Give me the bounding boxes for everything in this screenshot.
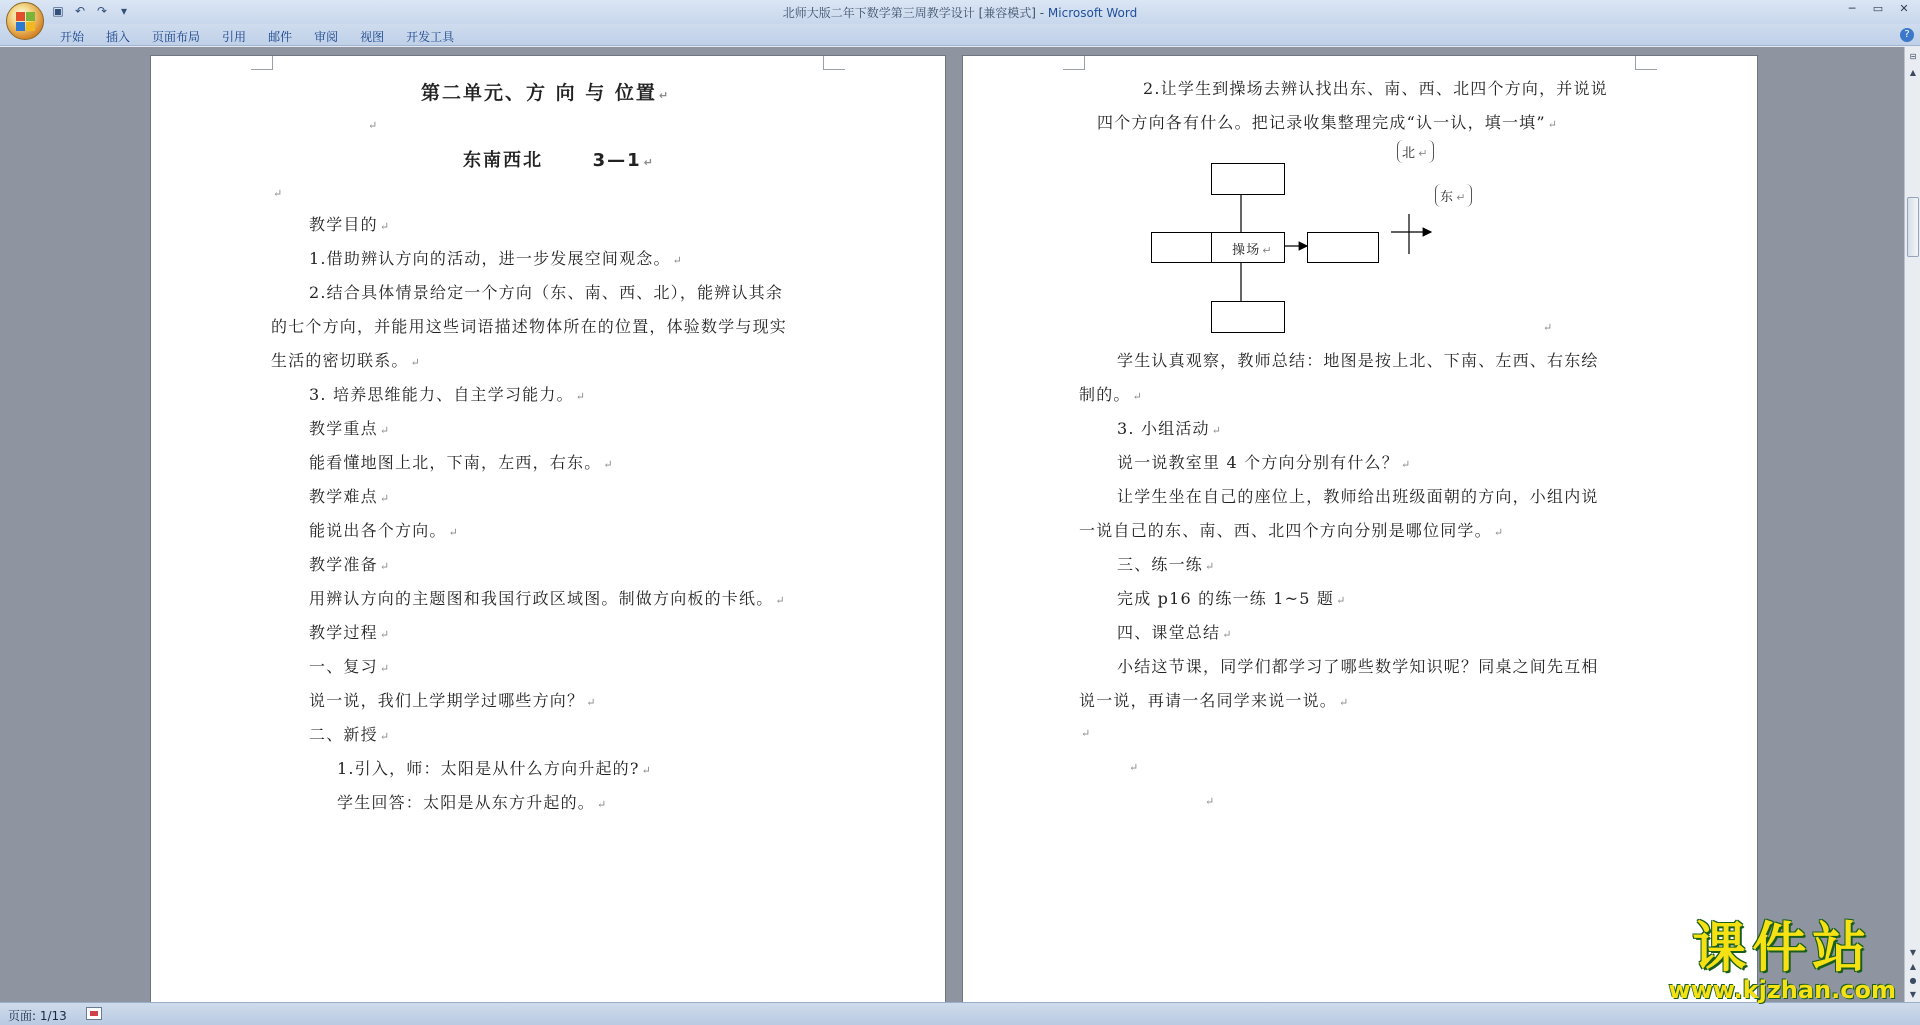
app-name: Microsoft Word [1047, 6, 1138, 20]
playground-label: 操场 ↵ [1232, 243, 1273, 258]
tab-references[interactable]: 引用 [222, 30, 247, 44]
tab-mailings[interactable]: 邮件 [268, 30, 293, 44]
crop-mark [823, 56, 845, 70]
title-bar [0, 0, 1920, 24]
page-indicator[interactable]: 页面: 1/13 [8, 1009, 67, 1023]
browse-object-icon[interactable]: ● [1909, 976, 1917, 985]
ribbon-tabs-bar [0, 24, 1920, 46]
window-title [0, 4, 1920, 21]
paragraph: 能说出各个方向。 ↵ [309, 521, 460, 540]
watermark-logo [1668, 916, 1896, 1004]
document-title: 北师大版二年下数学第三周教学设计 [兼容模式] - [782, 6, 1048, 20]
empty-paragraph: ↵ [1543, 321, 1554, 334]
office-logo-icon [16, 12, 36, 32]
crop-mark [1063, 56, 1085, 70]
maximize-icon[interactable]: ▭ [1872, 2, 1884, 15]
tab-home[interactable]: 开始 [60, 30, 85, 44]
empty-paragraph: ↵ [273, 187, 284, 200]
scroll-down-icon[interactable]: ▼ [1909, 948, 1917, 957]
paragraph: 四、课堂总结 ↵ [1117, 623, 1233, 642]
paragraph: 学生认真观察，教师总结：地图是按上北、下南、左西、右东绘 [1117, 351, 1599, 370]
paragraph: 1.借助辨认方向的活动，进一步发展空间观念。 ↵ [309, 249, 684, 268]
document-workspace [0, 47, 1904, 1002]
paragraph: 的七个方向，并能用这些词语描述物体所在的位置，体验数学与现实 [271, 317, 788, 336]
ribbon-tabs [60, 28, 476, 45]
tab-developer[interactable]: 开发工具 [406, 30, 455, 44]
proofing-icon[interactable] [86, 1007, 102, 1020]
paragraph: 教学难点 ↵ [309, 487, 391, 506]
empty-paragraph: ↵ [1129, 761, 1140, 774]
redo-icon[interactable]: ↷ [96, 4, 108, 18]
document-page-right[interactable] [962, 55, 1758, 1002]
lesson-subtitle: 东南西北 3—1 ↵ [463, 150, 655, 171]
minimize-icon[interactable]: ─ [1848, 2, 1856, 15]
paragraph: 3. 小组活动 ↵ [1117, 419, 1223, 438]
paragraph: 教学过程 ↵ [309, 623, 391, 642]
tab-view[interactable]: 视图 [360, 30, 385, 44]
ruler-toggle-icon[interactable]: ⊟ [1909, 52, 1917, 61]
paragraph: 说一说，再请一名同学来说一说。 ↵ [1079, 691, 1350, 710]
paragraph: 四个方向各有什么。把记录收集整理完成“认一认，填一填” ↵ [1097, 113, 1559, 132]
next-page-icon[interactable]: ▼ [1909, 990, 1917, 999]
document-page-left[interactable] [150, 55, 946, 1002]
paragraph: 能看懂地图上北，下南，左西，右东。 ↵ [309, 453, 614, 472]
help-icon[interactable]: ? [1900, 28, 1914, 42]
paragraph: 用辨认方向的主题图和我国行政区域图。制做方向板的卡纸。 ↵ [309, 589, 786, 608]
watermark-text: 课件站 [1692, 916, 1873, 979]
window-controls [1840, 2, 1916, 18]
empty-paragraph: ↵ [1205, 795, 1216, 808]
status-bar [0, 1002, 1920, 1025]
paragraph: 生活的密切联系。 ↵ [271, 351, 422, 370]
paragraph: 学生回答：太阳是从东方升起的。 ↵ [337, 793, 608, 812]
scroll-up-icon[interactable]: ▲ [1909, 68, 1917, 77]
watermark-url: www.kjzhan.com [1668, 976, 1896, 1004]
crop-mark [251, 56, 273, 70]
crop-mark [1635, 56, 1657, 70]
north-label: 北 ↵ [1397, 140, 1434, 163]
paragraph: 2.让学生到操场去辨认找出东、南、西、北四个方向，并说说 [1143, 79, 1608, 98]
paragraph: 让学生坐在自己的座位上，教师给出班级面朝的方向，小组内说 [1117, 487, 1599, 506]
paragraph: 制的。 ↵ [1079, 385, 1144, 404]
vertical-scrollbar[interactable] [1904, 47, 1920, 1002]
paragraph: 三、练一练 ↵ [1117, 555, 1216, 574]
tab-review[interactable]: 审阅 [314, 30, 339, 44]
empty-paragraph: ↵ [1081, 727, 1092, 740]
paragraph: 教学目的 ↵ [309, 215, 391, 234]
paragraph: 3. 培养思维能力、自主学习能力。 ↵ [309, 385, 587, 404]
undo-icon[interactable]: ↶ [74, 4, 86, 18]
previous-page-icon[interactable]: ▲ [1909, 962, 1917, 971]
page-title: 第二单元、方 向 与 位置 ↵ [421, 82, 671, 104]
paragraph: 教学重点 ↵ [309, 419, 391, 438]
close-icon[interactable]: ✕ [1899, 2, 1909, 15]
paragraph: 一、复习 ↵ [309, 657, 391, 676]
office-button[interactable] [6, 2, 44, 40]
empty-paragraph: ↵ [368, 119, 379, 132]
tab-insert[interactable]: 插入 [106, 30, 131, 44]
paragraph: 二、新授 ↵ [309, 725, 391, 744]
paragraph: 小结这节课，同学们都学习了哪些数学知识呢？同桌之间先互相 [1117, 657, 1599, 676]
north-blank-box [1211, 163, 1285, 195]
playground-box [1211, 232, 1285, 263]
east-blank-box [1307, 232, 1379, 263]
save-icon[interactable]: ▣ [52, 4, 64, 18]
paragraph: 完成 p16 的练一练 1~5 题 ↵ [1117, 589, 1347, 608]
paragraph: 教学准备 ↵ [309, 555, 391, 574]
paragraph: 一说自己的东、南、西、北四个方向分别是哪位同学。 ↵ [1079, 521, 1505, 540]
scrollbar-thumb[interactable] [1907, 197, 1919, 257]
paragraph: 1.引入，师：太阳是从什么方向升起的? ↵ [337, 759, 653, 778]
paragraph: 2.结合具体情景给定一个方向（东、南、西、北），能辨认其余 [309, 283, 784, 302]
tab-page-layout[interactable]: 页面布局 [152, 30, 201, 44]
south-blank-box [1211, 301, 1285, 333]
paragraph: 说一说教室里 4 个方向分别有什么？ ↵ [1117, 453, 1412, 472]
east-label: 东 ↵ [1435, 184, 1472, 207]
paragraph: 说一说，我们上学期学过哪些方向？ ↵ [309, 691, 597, 710]
customize-qat-icon[interactable]: ▾ [120, 4, 128, 18]
